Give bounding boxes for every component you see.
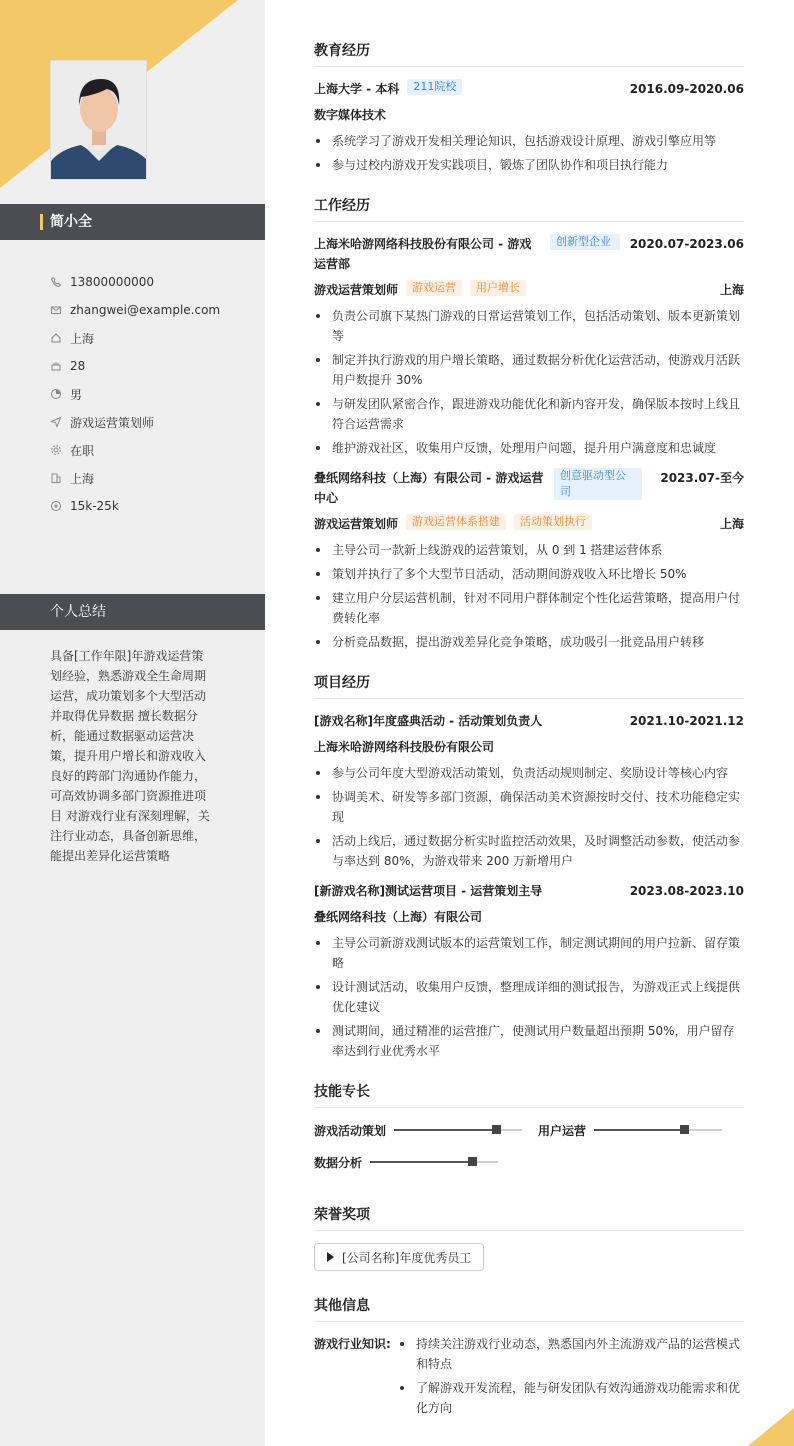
- list-item: 与研发团队紧密合作，跟进游戏功能优化和新内容开发，确保版本按时上线且符合运营需求: [314, 394, 744, 434]
- info-text: 15k-25k: [70, 499, 119, 513]
- candidate-name: 简小全: [50, 214, 92, 230]
- education-period: 2016.09-2020.06: [629, 82, 744, 96]
- other-section: [314, 1295, 744, 1422]
- list-item: 设计测试活动，收集用户反馈，整理成详细的测试报告，为游戏正式上线提供优化建议: [314, 977, 744, 1017]
- info-text: 上海: [70, 331, 95, 346]
- skill-knob: [468, 1157, 477, 1166]
- project-bullets: [314, 763, 744, 871]
- skill-bar: [394, 1129, 522, 1131]
- role: 游戏运营策划师: [314, 517, 399, 531]
- job-icon: [50, 416, 62, 428]
- skill-name: 游戏活动策划: [314, 1123, 387, 1138]
- summary-header: [0, 594, 265, 630]
- expand-arrow-icon: [327, 1252, 334, 1262]
- mail-icon: [50, 304, 62, 316]
- job-city: 上海: [719, 517, 744, 531]
- list-item: 系统学习了游戏开发相关理论知识，包括游戏设计原理、游戏引擎应用等: [314, 131, 744, 151]
- other-label: 游戏行业知识:: [314, 1337, 391, 1351]
- status-icon: [50, 444, 62, 456]
- main-content: [314, 40, 744, 1442]
- company-name: 叠纸网络科技（上海）有限公司 - 游戏运营中心: [314, 471, 544, 505]
- info-email: [50, 296, 250, 324]
- role-row: [314, 514, 744, 534]
- list-item: 制定并执行游戏的用户增长策略，通过数据分析优化运营活动，使游戏月活跃用户数提升 30%: [314, 350, 744, 390]
- list-item: 了解游戏开发流程，能与研发团队有效沟通游戏功能需求和优化方向: [398, 1378, 744, 1418]
- info-text: 13800000000: [70, 275, 154, 289]
- project-name: [游戏名称]年度盛典活动 - 活动策划负责人: [314, 714, 543, 728]
- list-item: 活动上线后，通过数据分析实时监控活动效果，及时调整活动参数，使活动参与率达到 80%，为游戏带来 200 万新增用户: [314, 831, 744, 871]
- section-title: 工作经历: [314, 195, 744, 222]
- project-bullets: [314, 933, 744, 1061]
- project-period: 2023.08-2023.10: [629, 884, 744, 898]
- school-tag: 211院校: [407, 79, 462, 95]
- project-entry: [314, 711, 744, 871]
- list-item: 分析竞品数据，提出游戏差异化竞争策略，成功吸引一批竞品用户转移: [314, 632, 744, 652]
- list-item: 主导公司一款新上线游戏的运营策划，从 0 到 1 搭建运营体系: [314, 540, 744, 560]
- role-tag: 活动策划执行: [514, 514, 592, 530]
- role-row: [314, 280, 744, 300]
- skills-section: [314, 1081, 744, 1184]
- company-tag: 创意驱动型公司: [554, 468, 642, 500]
- job-head: [314, 468, 744, 508]
- gender-icon: [50, 388, 62, 400]
- role: 游戏运营策划师: [314, 283, 399, 297]
- role-tag: 游戏运营: [406, 280, 462, 296]
- list-item: 参与公司年度大型游戏活动策划，负责活动规则制定、奖励设计等核心内容: [314, 763, 744, 783]
- project-name: [新游戏名称]测试运营项目 - 运营策划主导: [314, 884, 543, 898]
- list-item: 负责公司旗下某热门游戏的日常运营策划工作，包括活动策划、版本更新策划等: [314, 306, 744, 346]
- skill-name: 数据分析: [314, 1155, 363, 1170]
- section-title: 技能专长: [314, 1081, 744, 1108]
- other-bullets: [398, 1334, 744, 1422]
- info-job: [50, 408, 250, 436]
- section-title: 项目经历: [314, 672, 744, 699]
- skill-knob: [680, 1125, 689, 1134]
- skill-item: [314, 1120, 522, 1140]
- info-text: 游戏运营策划师: [70, 415, 155, 430]
- skill-bar: [370, 1161, 498, 1163]
- salary-icon: [50, 500, 62, 512]
- summary-text: 具备[工作年限]年游戏运营策划经验，熟悉游戏全生命周期运营，成功策划多个大型活动并取得优异数据 擅长数据分析，能通过数据驱动运营决策，提升用户增长和游戏收入 良好的跨部门沟通协作能力，可高效协调多部门资源推进项目 对游戏行业有深刻理解，关注行业动态，具备创新思维，能提出差异化运营策略: [50, 649, 210, 863]
- list-item: 策划并执行了多个大型节日活动，活动期间游戏收入环比增长 50%: [314, 564, 744, 584]
- project-org: 叠纸网络科技（上海）有限公司: [314, 910, 483, 924]
- list-item: 协调美术、研发等多部门资源，确保活动美术资源按时交付、技术功能稳定实现: [314, 787, 744, 827]
- skill-name: 用户运营: [538, 1123, 587, 1138]
- project-head: [314, 711, 744, 731]
- section-title: 荣誉奖项: [314, 1204, 744, 1231]
- info-home: [50, 324, 250, 352]
- job-entry: [314, 234, 744, 458]
- project-entry: [314, 881, 744, 1061]
- skill-item: [538, 1120, 722, 1140]
- job-period: 2020.07-2023.06: [629, 237, 744, 251]
- school-name: 上海大学 - 本科: [314, 82, 400, 96]
- project-period: 2021.10-2021.12: [629, 714, 744, 728]
- award-toggle[interactable]: [314, 1243, 484, 1271]
- award-label: [公司名称]年度优秀员工: [342, 1250, 472, 1265]
- info-age: [50, 352, 250, 380]
- skill-knob: [492, 1125, 501, 1134]
- list-item: 测试期间，通过精准的运营推广，使测试用户数量超出预期 50%，用户留存率达到行业优秀水平: [314, 1021, 744, 1061]
- job-entry: [314, 468, 744, 652]
- info-text: 28: [70, 359, 86, 373]
- projects-section: [314, 672, 744, 1061]
- education-head: [314, 79, 744, 99]
- job-bullets: [314, 540, 744, 652]
- project-org: 上海米哈游网络科技股份有限公司: [314, 740, 495, 754]
- role-tag: 用户增长: [470, 280, 526, 296]
- section-title: 教育经历: [314, 40, 744, 67]
- work-section: [314, 195, 744, 652]
- info-phone: [50, 268, 250, 296]
- phone-icon: [50, 276, 62, 288]
- skill-item: [314, 1152, 498, 1172]
- list-item: 参与过校内游戏开发实践项目，锻炼了团队协作和项目执行能力: [314, 155, 744, 175]
- city-icon: [50, 472, 62, 484]
- job-bullets: [314, 306, 744, 458]
- list-item: 主导公司新游戏测试版本的运营策划工作，制定测试期间的用户拉新、留存策略: [314, 933, 744, 973]
- skill-bar: [594, 1129, 722, 1131]
- major: 数字媒体技术: [314, 108, 387, 122]
- list-item: 建立用户分层运营机制，针对不同用户群体制定个性化运营策略，提高用户付费转化率: [314, 588, 744, 628]
- other-row: [314, 1334, 744, 1422]
- job-head: [314, 234, 744, 274]
- list-item: 持续关注游戏行业动态，熟悉国内外主流游戏产品的运营模式和特点: [398, 1334, 744, 1374]
- project-head: [314, 881, 744, 901]
- name-bar: [0, 204, 265, 240]
- job-city: 上海: [719, 283, 744, 297]
- company-name: 上海米哈游网络科技股份有限公司 - 游戏运营部: [314, 237, 532, 271]
- section-title: 其他信息: [314, 1295, 744, 1322]
- name-accent: [40, 214, 43, 230]
- job-period: 2023.07-至今: [660, 471, 744, 485]
- role-tag: 游戏运营体系搭建: [406, 514, 506, 530]
- info-salary: [50, 492, 250, 520]
- education-section: [314, 40, 744, 175]
- info-text: zhangwei@example.com: [70, 303, 221, 317]
- age-icon: [50, 360, 62, 372]
- decor-corner-bottom: [748, 1408, 794, 1446]
- summary-title: 个人总结: [50, 604, 106, 620]
- info-text: 男: [70, 387, 83, 402]
- info-gender: [50, 380, 250, 408]
- company-tag: 创新型企业: [550, 234, 620, 250]
- contact-info-list: [50, 268, 250, 520]
- info-text: 在职: [70, 443, 95, 458]
- list-item: 维护游戏社区，收集用户反馈，处理用户问题，提升用户满意度和忠诚度: [314, 438, 744, 458]
- home-icon: [50, 332, 62, 344]
- honors-section: [314, 1204, 744, 1275]
- info-status: [50, 436, 250, 464]
- skill-grid: [314, 1120, 744, 1184]
- sidebar: [0, 0, 265, 1446]
- education-bullets: [314, 131, 744, 175]
- info-text: 上海: [70, 471, 95, 486]
- info-city: [50, 464, 250, 492]
- avatar: [50, 60, 147, 180]
